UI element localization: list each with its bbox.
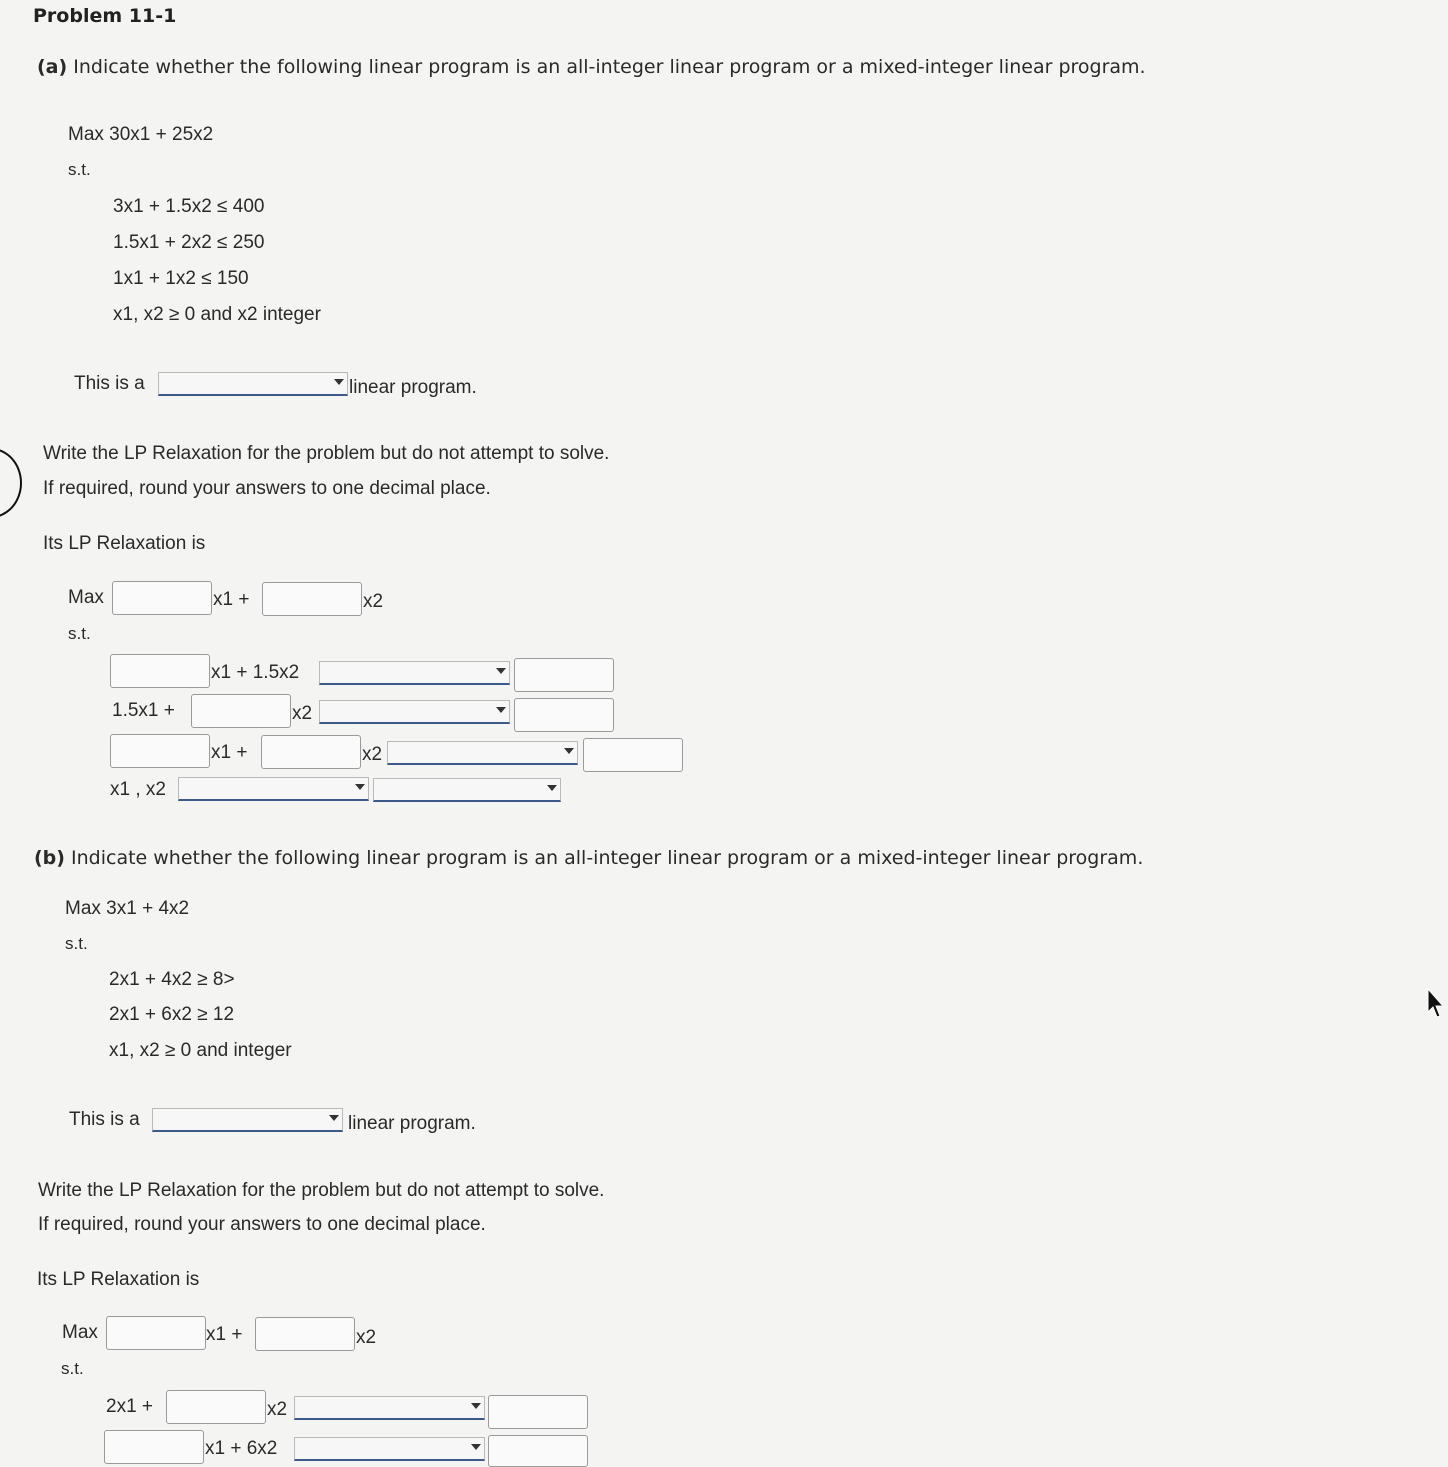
part-a-c2-x2-label: x2 <box>292 703 313 724</box>
part-a-this-is-a: This is a <box>74 373 145 394</box>
partial-circle-shape <box>0 448 22 518</box>
part-b-relax-st: s.t. <box>61 1359 84 1378</box>
part-a-question-text: Indicate whether the following linear program is an all-integer linear program or a mixed-integer linear program. <box>73 56 1146 78</box>
part-a-c1-label: x1 + 1.5x2 <box>211 662 300 683</box>
part-b-obj-coef-x2-input[interactable] <box>255 1317 355 1351</box>
part-a-st: s.t. <box>68 160 91 179</box>
part-b-program-type-select[interactable] <box>152 1108 343 1132</box>
part-a-linear-program-text: linear program. <box>349 377 477 398</box>
part-b-obj-x1-label: x1 + <box>206 1324 243 1345</box>
part-a-c3-x2-label: x2 <box>362 744 383 765</box>
part-b-obj-x2-label: x2 <box>356 1327 377 1348</box>
part-b-c1-inequality-select[interactable] <box>294 1396 485 1420</box>
part-b-instruction-1: Write the LP Relaxation for the problem but do not attempt to solve. <box>38 1180 605 1201</box>
part-a-nonneg-value-select[interactable] <box>373 778 561 802</box>
problem-title: Problem 11-1 <box>33 5 177 27</box>
part-a-label: (a) <box>37 56 68 78</box>
part-a-c3-rhs-input[interactable] <box>583 738 683 772</box>
part-b-objective: Max 3x1 + 4x2 <box>65 898 190 919</box>
dropdown-arrow-icon <box>547 785 557 791</box>
part-a-c2-inequality-select[interactable] <box>319 700 510 724</box>
dropdown-arrow-icon <box>496 668 506 674</box>
part-a-objective: Max 30x1 + 25x2 <box>68 124 214 145</box>
part-b-constraint-3: x1, x2 ≥ 0 and integer <box>109 1040 292 1061</box>
part-b-c2-inequality-select[interactable] <box>294 1437 485 1461</box>
part-a-c1-rhs-input[interactable] <box>514 658 614 692</box>
part-b-obj-coef-x1-input[interactable] <box>106 1316 206 1350</box>
part-b-question-text: Indicate whether the following linear program is an all-integer linear program or a mixed-integer linear program. <box>71 847 1144 869</box>
dropdown-arrow-icon <box>355 784 365 790</box>
part-a-c3-coef-x2-input[interactable] <box>261 735 361 769</box>
part-a-relax-st: s.t. <box>68 624 91 643</box>
mouse-pointer-icon <box>1427 988 1447 1022</box>
part-a-obj-coef-x1-input[interactable] <box>112 581 212 615</box>
part-a-c4-label: x1 , x2 <box>110 779 166 800</box>
part-b-this-is-a: This is a <box>69 1109 140 1130</box>
part-a-c3-coef-x1-input[interactable] <box>110 734 210 768</box>
dropdown-arrow-icon <box>471 1444 481 1450</box>
part-a-constraint-4: x1, x2 ≥ 0 and x2 integer <box>113 304 321 325</box>
part-a-nonneg-select[interactable] <box>178 777 369 801</box>
part-b-c2-label: x1 + 6x2 <box>205 1438 278 1459</box>
part-a-relaxation-heading: Its LP Relaxation is <box>43 533 206 554</box>
part-b-label: (b) <box>34 847 65 869</box>
part-b-c1-prefix: 2x1 + <box>106 1396 154 1417</box>
part-b-c1-rhs-input[interactable] <box>488 1395 588 1429</box>
dropdown-arrow-icon <box>564 748 574 754</box>
part-a-c2-coef-x2-input[interactable] <box>191 694 291 728</box>
part-a-obj-x1-label: x1 + <box>213 589 250 610</box>
part-b-c2-coef-x1-input[interactable] <box>104 1430 204 1464</box>
part-a-c2-rhs-input[interactable] <box>514 698 614 732</box>
part-a-instruction-2: If required, round your answers to one decimal place. <box>43 478 491 499</box>
part-b-instruction-2: If required, round your answers to one decimal place. <box>38 1214 486 1235</box>
part-b-c1-coef-x2-input[interactable] <box>166 1390 266 1424</box>
part-b-constraint-1: 2x1 + 4x2 ≥ 8> <box>109 969 235 990</box>
part-a-c1-inequality-select[interactable] <box>319 661 510 685</box>
part-b-constraint-2: 2x1 + 6x2 ≥ 12 <box>109 1004 235 1025</box>
part-a-constraint-1: 3x1 + 1.5x2 ≤ 400 <box>113 196 265 217</box>
part-a-instruction-1: Write the LP Relaxation for the problem but do not attempt to solve. <box>43 443 610 464</box>
part-a-obj-x2-label: x2 <box>363 591 384 612</box>
part-a-constraint-3: 1x1 + 1x2 ≤ 150 <box>113 268 249 289</box>
part-b-relax-max: Max <box>62 1322 98 1343</box>
part-a-c2-prefix: 1.5x1 + <box>112 700 175 721</box>
part-b-st: s.t. <box>65 934 88 953</box>
dropdown-arrow-icon <box>329 1115 339 1121</box>
part-a-c1-coef-x1-input[interactable] <box>110 654 210 688</box>
dropdown-arrow-icon <box>471 1403 481 1409</box>
part-b-linear-program-text: linear program. <box>348 1113 476 1134</box>
part-b-relaxation-heading: Its LP Relaxation is <box>37 1269 200 1290</box>
part-b-c1-x2-label: x2 <box>267 1399 288 1420</box>
part-a-question <box>37 56 1146 78</box>
part-b-c2-rhs-input[interactable] <box>488 1435 588 1467</box>
part-a-c3-x1-label: x1 + <box>211 742 248 763</box>
part-b-question <box>34 847 1143 869</box>
part-a-constraint-2: 1.5x1 + 2x2 ≤ 250 <box>113 232 265 253</box>
dropdown-arrow-icon <box>496 707 506 713</box>
part-a-program-type-select[interactable] <box>158 372 348 396</box>
part-a-obj-coef-x2-input[interactable] <box>262 582 362 616</box>
dropdown-arrow-icon <box>334 379 344 385</box>
part-a-c3-inequality-select[interactable] <box>387 741 578 765</box>
part-a-relax-max: Max <box>68 587 104 608</box>
